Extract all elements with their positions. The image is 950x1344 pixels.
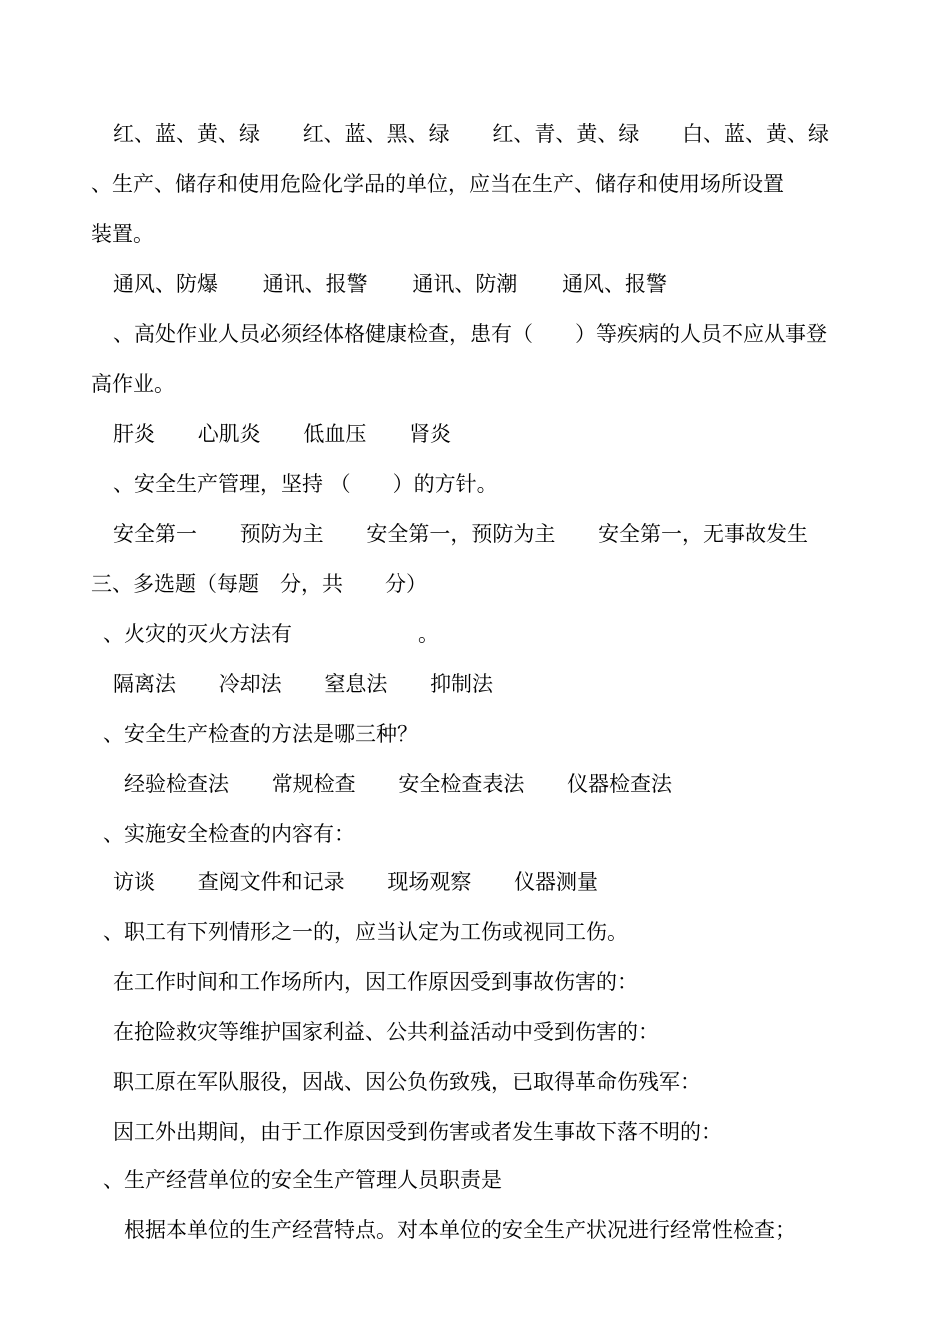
question-stem: 、生产、储存和使用危险化学品的单位，应当在生产、储存和使用场所设置 [91,172,784,196]
option-text: 查阅文件和记录 [197,870,345,894]
option-text: 在抢险救灾等维护国家利益、公共利益活动中受到伤害的： [113,1020,659,1044]
option-text: 安全第一 [113,522,197,546]
option-text: 安全检查表法 [398,772,525,796]
option-text: 通讯、报警 [262,272,368,296]
option-text: 仪器测量 [514,870,599,894]
section-heading: 三、多选题（每题 分，共 分） [91,572,427,596]
option-row [113,420,451,448]
option-row [113,520,808,548]
option-text: 安全第一，预防为主 [366,522,556,546]
option-text: 现场观察 [387,870,472,894]
option-text: 经验检查法 [124,772,229,796]
option-row [113,270,667,298]
option-text: 常规检查 [271,772,356,796]
option-text: 白、蓝、黄、绿 [682,122,830,146]
option-text: 隔离法 [113,672,176,696]
option-text: 肝炎 [113,422,155,446]
option-text: 通讯、防潮 [412,272,518,296]
option-text: 因工外出期间，由于工作原因受到伤害或者发生事故下落不明的： [113,1120,722,1144]
question-stem: 、实施安全检查的内容有： [103,822,355,846]
option-row [113,868,598,896]
option-text: 安全第一，无事故发生 [598,522,809,546]
question-stem-continued: 装置。 [91,222,154,246]
option-text: 根据本单位的生产经营特点。对本单位的安全生产状况进行经常性检查； [124,1218,796,1242]
option-text: 红、蓝、黑、绿 [302,122,450,146]
option-text: 冷却法 [218,672,282,696]
question-stem: 、职工有下列情形之一的，应当认定为工伤或视同工伤。 [103,920,628,944]
question-stem: 、安全生产检查的方法是哪三种？ [103,722,418,746]
question-stem: 、安全生产管理，坚持 （ ）的方针。 [113,472,498,496]
question-stem: 、生产经营单位的安全生产管理人员职责是 [103,1168,502,1192]
option-text: 访谈 [113,870,155,894]
option-text: 仪器检查法 [567,772,673,796]
option-text: 红、蓝、黄、绿 [113,122,260,146]
option-row [124,770,672,798]
option-text: 窒息法 [324,672,388,696]
question-stem: 、高处作业人员必须经体格健康检查，患有（ ）等疾病的人员不应从事登 [113,322,827,346]
option-text: 低血压 [303,422,367,446]
question-stem: 、火灾的灭火方法有 。 [103,622,439,646]
question-stem-continued: 高作业。 [91,372,175,396]
option-text: 在工作时间和工作场所内，因工作原因受到事故伤害的： [113,970,638,994]
option-text: 通风、防爆 [113,272,218,296]
option-text: 预防为主 [239,522,324,546]
option-row [113,120,829,148]
option-text: 职工原在军队服役，因战、因公负伤致残，已取得革命伤残军： [113,1070,701,1094]
option-text: 心肌炎 [197,422,261,446]
option-text: 肾炎 [409,422,452,446]
option-text: 通风、报警 [562,272,668,296]
option-text: 红、青、黄、绿 [492,122,640,146]
option-text: 抑制法 [430,672,494,696]
option-row [113,670,493,698]
